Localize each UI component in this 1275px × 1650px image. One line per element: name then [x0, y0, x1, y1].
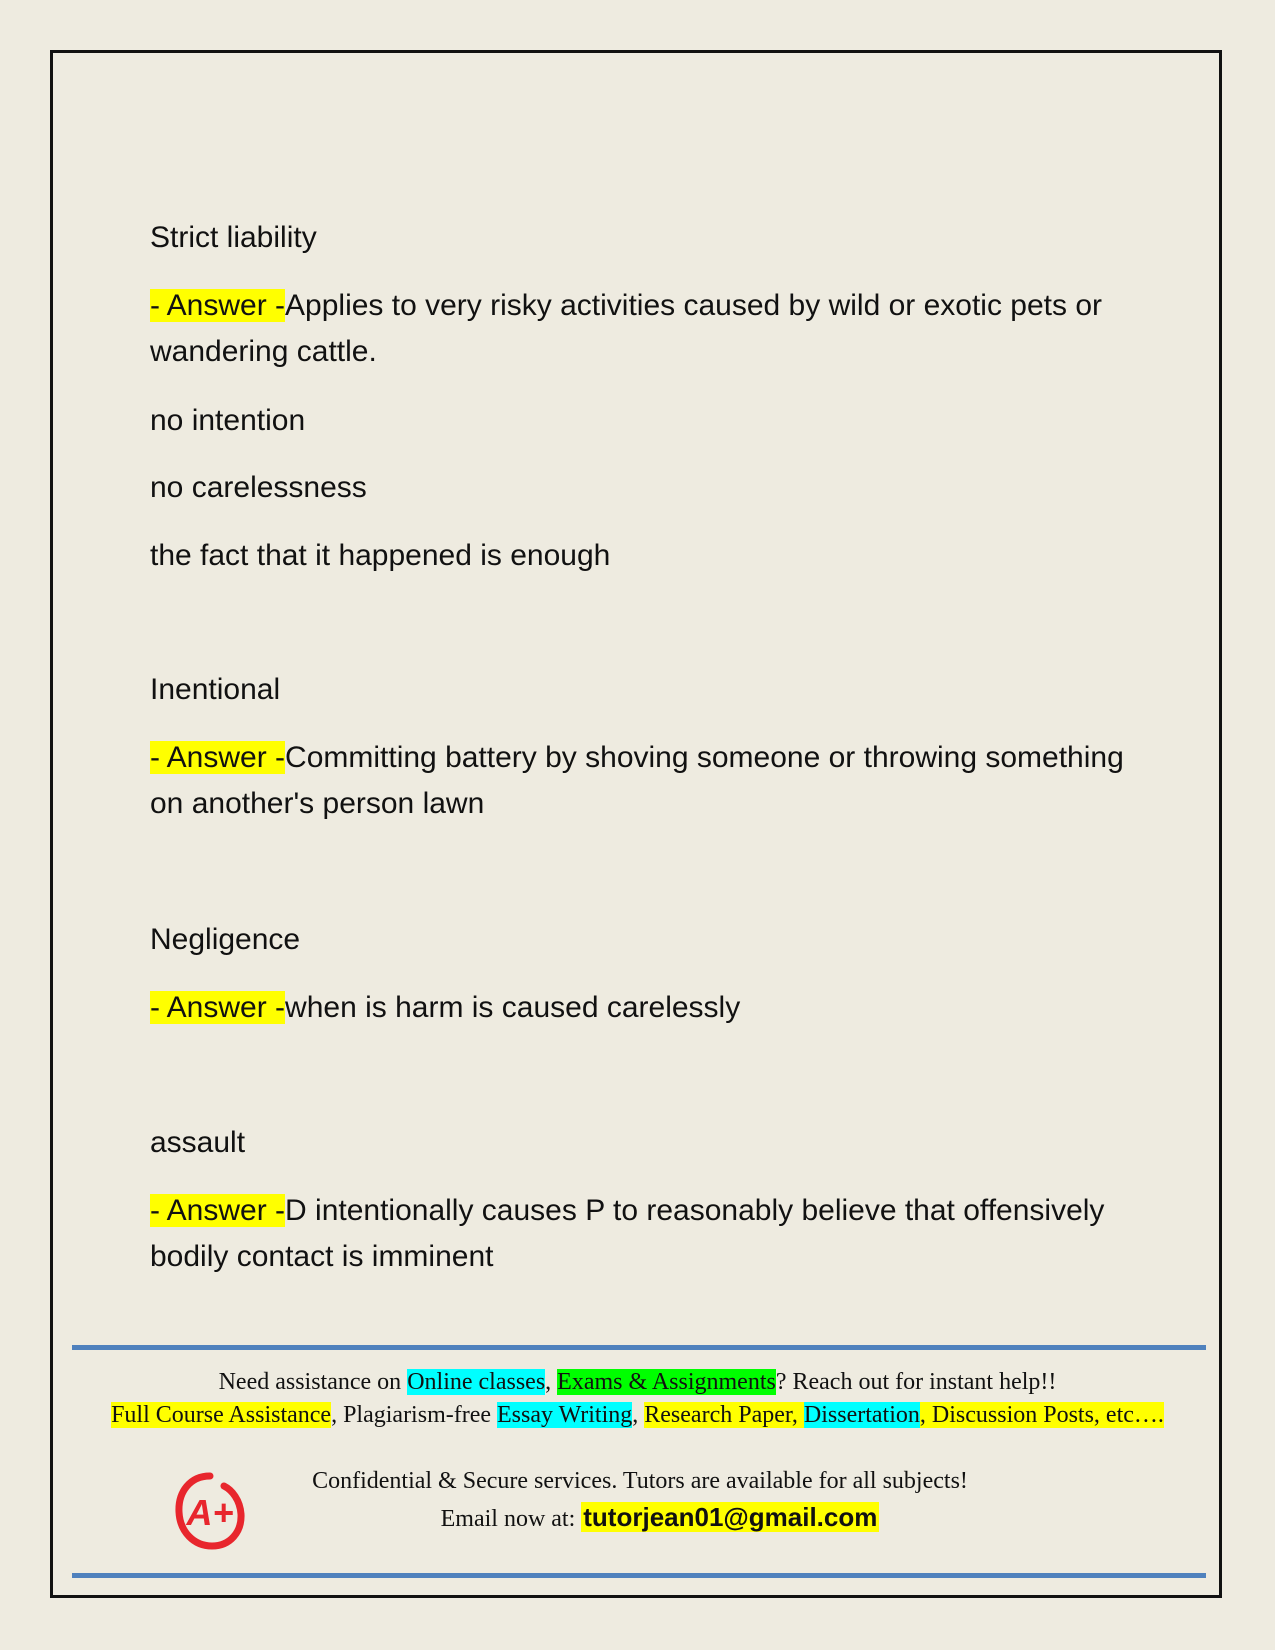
- answer-body: Committing battery by shoving someone or throwing something on another's person lawn: [150, 741, 1124, 820]
- footer-line-2: [60, 1402, 1215, 1429]
- note-line: no intention: [150, 404, 306, 437]
- footer-text-segment: , Plagiarism-free: [331, 1402, 498, 1428]
- qa-entry: [150, 1123, 1140, 1280]
- discussion-highlight: , Discussion Posts, etc….: [919, 1402, 1164, 1428]
- answer-text: [150, 1188, 1140, 1280]
- answer-text: [150, 735, 1140, 827]
- term-title: Strict liability: [150, 221, 317, 254]
- footer-line-3: Confidential & Secure services. Tutors are available for all subjects!: [312, 1468, 968, 1494]
- qa-entry: [150, 670, 1140, 827]
- footer-text-segment: Need assistance on: [218, 1369, 408, 1395]
- answer-label: - Answer -: [150, 289, 286, 322]
- answer-body: when is harm is caused carelessly: [285, 991, 741, 1024]
- footer-line-1: [60, 1369, 1215, 1396]
- answer-label: - Answer -: [150, 1194, 286, 1227]
- term-title: Inentional: [150, 673, 281, 706]
- answer-text: [150, 283, 1140, 375]
- answer-body: Applies to very risky activities caused by wild or exotic pets or wandering cattle.: [150, 289, 1103, 368]
- qa-entry: [150, 218, 1140, 375]
- footer-text-segment: ,: [632, 1402, 645, 1428]
- full-course-highlight: Full Course Assistance: [111, 1402, 332, 1428]
- a-plus-grade-icon: [172, 1470, 248, 1552]
- qa-entry: [150, 920, 1140, 1031]
- email-address-link[interactable]: tutorjean01@gmail.com: [583, 1502, 878, 1532]
- logo-text: A+: [186, 1492, 234, 1533]
- dissertation-highlight: Dissertation: [803, 1402, 920, 1428]
- essay-highlight: Essay Writing: [497, 1402, 633, 1428]
- footer-text-segment: ,: [545, 1369, 558, 1395]
- online-classes-highlight: Online classes: [407, 1369, 546, 1395]
- footer-bottom-rule: [72, 1573, 1206, 1578]
- term-title: Negligence: [150, 923, 301, 956]
- footer-text-segment: ? Reach out for instant help!!: [775, 1369, 1057, 1395]
- answer-body: D intentionally causes P to reasonably believe that offensively bodily contact is imminent: [150, 1194, 1105, 1273]
- email-label: Email now at:: [440, 1506, 582, 1532]
- note-line: the fact that it happened is enough: [150, 539, 611, 572]
- footer-top-rule: [72, 1345, 1206, 1350]
- research-highlight: Research Paper,: [644, 1402, 804, 1428]
- answer-text: [150, 985, 1140, 1031]
- note-line: no carelessness: [150, 471, 367, 504]
- answer-label: - Answer -: [150, 741, 286, 774]
- footer-email-line: [380, 1502, 940, 1533]
- answer-label: - Answer -: [150, 991, 286, 1024]
- term-title: assault: [150, 1126, 246, 1159]
- exams-highlight: Exams & Assignments: [557, 1369, 776, 1395]
